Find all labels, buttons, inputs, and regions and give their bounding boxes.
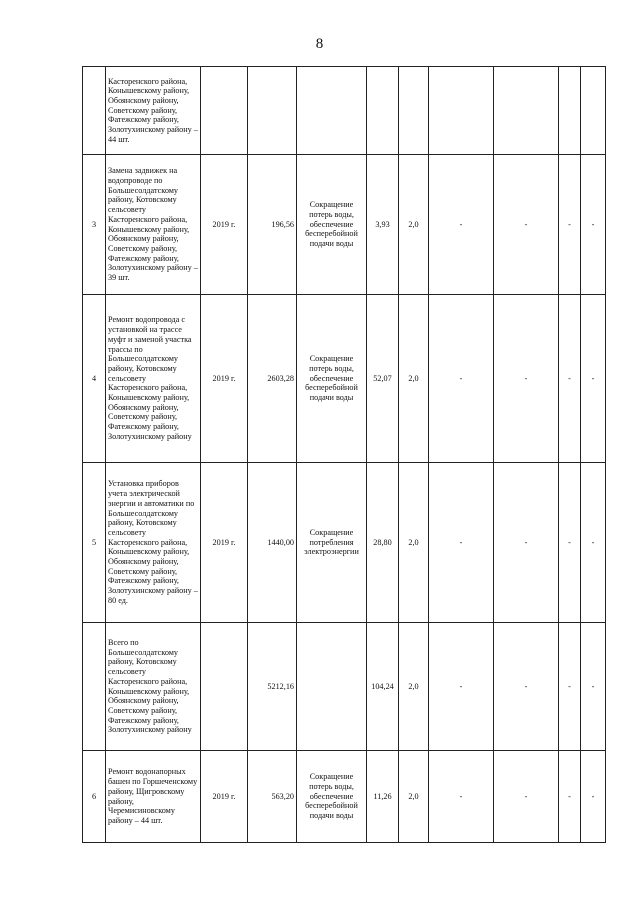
- year-cell: [201, 623, 248, 751]
- dash-cell: -: [494, 751, 559, 843]
- measure-name: Всего по Большесолдатскому району, Котовскому сельсовету Касторенского района, Конышевскому району, Обоянскому району, Советскому району, Фатежскому району, Золотухинскому району: [106, 623, 201, 751]
- value-cell: 3,93: [367, 155, 399, 295]
- row-number: 5: [83, 463, 106, 623]
- measure-name: Замена задвижек на водопроводе по Большесолдатскому району, Котовскому сельсовету Касторенского района, Конышевскому району, Обоянскому району, Советскому району, Фатежскому району, Золотухинскому району – 39 шт.: [106, 155, 201, 295]
- dash-cell: -: [559, 623, 581, 751]
- dash-cell: [559, 67, 581, 155]
- year-cell: 2019 г.: [201, 295, 248, 463]
- dash-cell: -: [559, 295, 581, 463]
- cost-cell: 563,20: [248, 751, 297, 843]
- percent-cell: 2,0: [399, 155, 429, 295]
- measure-name: Ремонт водопровода с установкой на трассе муфт и заменой участка трассы по Большесолдатскому району, Котовскому сельсовету Касторенского района, Конышевскому району, Обоянскому району, Советскому району, Фатежскому району, Золотухинскому району: [106, 295, 201, 463]
- measure-name: Касторенского района, Конышевскому району, Обоянскому району, Советскому району, Фатежскому району, Золотухинскому району – 44 шт.: [106, 67, 201, 155]
- cost-cell: 5212,16: [248, 623, 297, 751]
- cost-cell: 1440,00: [248, 463, 297, 623]
- dash-cell: -: [581, 155, 606, 295]
- dash-cell: -: [581, 623, 606, 751]
- value-cell: 28,80: [367, 463, 399, 623]
- value-cell: 11,26: [367, 751, 399, 843]
- percent-cell: 2,0: [399, 751, 429, 843]
- table-row: [83, 623, 606, 751]
- percent-cell: [399, 67, 429, 155]
- table-body: [83, 67, 606, 843]
- percent-cell: 2,0: [399, 463, 429, 623]
- year-cell: 2019 г.: [201, 463, 248, 623]
- effect-cell: Сокращение потерь воды, обеспечение бесперебойной подачи воды: [297, 751, 367, 843]
- percent-cell: 2,0: [399, 295, 429, 463]
- row-number: [83, 67, 106, 155]
- year-cell: 2019 г.: [201, 155, 248, 295]
- dash-cell: -: [494, 155, 559, 295]
- dash-cell: -: [581, 295, 606, 463]
- dash-cell: -: [494, 623, 559, 751]
- dash-cell: [581, 67, 606, 155]
- dash-cell: -: [559, 463, 581, 623]
- value-cell: 52,07: [367, 295, 399, 463]
- dash-cell: -: [429, 463, 494, 623]
- dash-cell: -: [494, 295, 559, 463]
- effect-cell: Сокращение потерь воды, обеспечение бесперебойной подачи воды: [297, 295, 367, 463]
- measures-table: [82, 66, 606, 843]
- dash-cell: -: [429, 751, 494, 843]
- measure-name: Ремонт водонапорных башен по Горшеченскому району, Щигровскому району, Черемисиновскому району – 44 шт.: [106, 751, 201, 843]
- dash-cell: -: [581, 463, 606, 623]
- dash-cell: -: [429, 155, 494, 295]
- dash-cell: -: [494, 463, 559, 623]
- row-number: [83, 623, 106, 751]
- percent-cell: 2,0: [399, 623, 429, 751]
- table-row: [83, 67, 606, 155]
- table-row: [83, 751, 606, 843]
- year-cell: [201, 67, 248, 155]
- dash-cell: -: [559, 751, 581, 843]
- year-cell: 2019 г.: [201, 751, 248, 843]
- dash-cell: -: [429, 623, 494, 751]
- effect-cell: Сокращение потерь воды, обеспечение бесперебойной подачи воды: [297, 155, 367, 295]
- value-cell: 104,24: [367, 623, 399, 751]
- row-number: 6: [83, 751, 106, 843]
- table-row: [83, 155, 606, 295]
- table-row: [83, 463, 606, 623]
- cost-cell: 196,56: [248, 155, 297, 295]
- effect-cell: [297, 67, 367, 155]
- row-number: 3: [83, 155, 106, 295]
- row-number: 4: [83, 295, 106, 463]
- dash-cell: [494, 67, 559, 155]
- dash-cell: [429, 67, 494, 155]
- dash-cell: -: [581, 751, 606, 843]
- effect-cell: [297, 623, 367, 751]
- page-number: 8: [315, 36, 325, 52]
- effect-cell: Сокращение потребления электроэнергии: [297, 463, 367, 623]
- table-row: [83, 295, 606, 463]
- measure-name: Установка приборов учета электрической энергии и автоматики по Большесолдатскому району, Котовскому сельсовету Касторенского района, Конышевскому району, Обоянскому району, Советскому району, Фатежскому району, Золотухинскому району – 80 ед.: [106, 463, 201, 623]
- dash-cell: -: [559, 155, 581, 295]
- cost-cell: [248, 67, 297, 155]
- dash-cell: -: [429, 295, 494, 463]
- value-cell: [367, 67, 399, 155]
- cost-cell: 2603,28: [248, 295, 297, 463]
